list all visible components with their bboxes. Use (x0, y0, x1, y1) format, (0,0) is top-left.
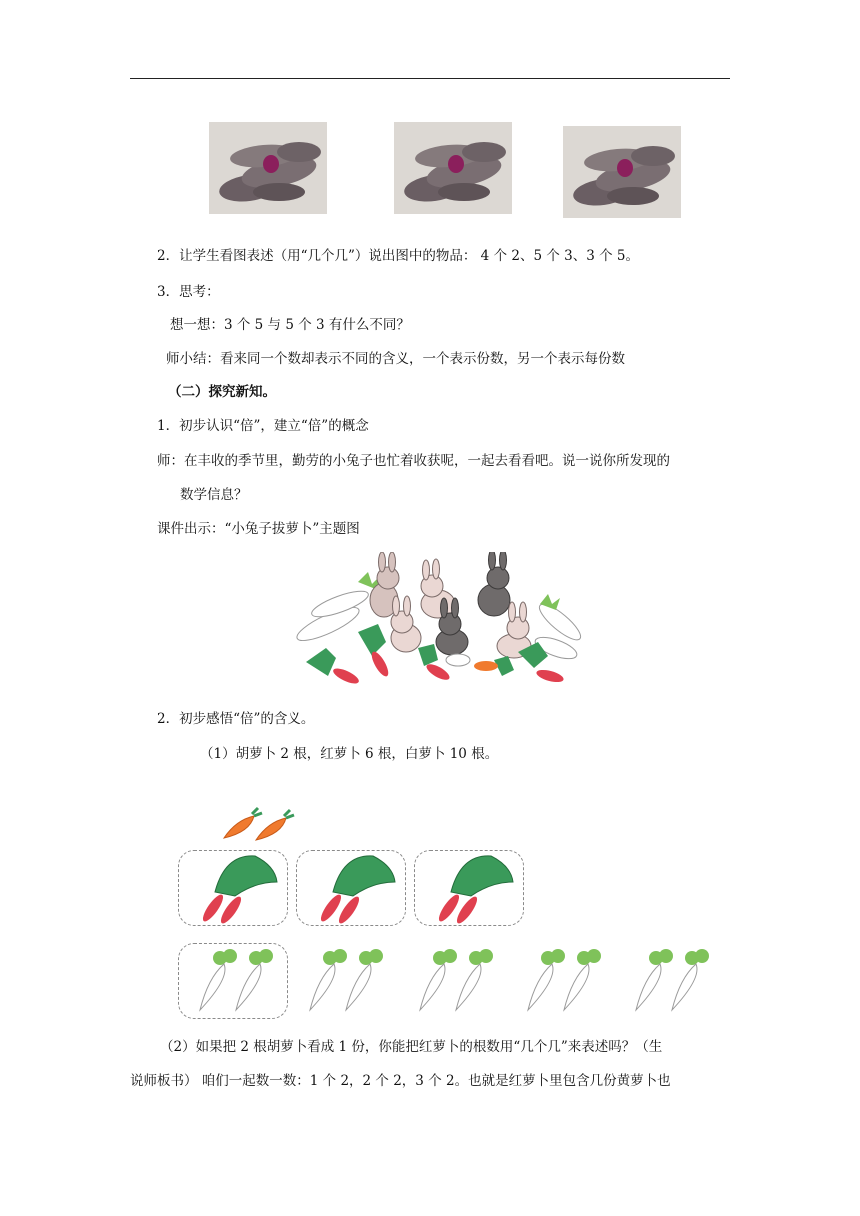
paragraph-step-2: 2．让学生看图表述（用“几个几”）说出图中的物品： 4 个 2、5 个 3、3 个 5。 (157, 248, 639, 264)
carrot-icon (224, 808, 262, 838)
sub-question-2-line-2: 说师板书） 咱们一起数一数：1 个 2，2 个 2，3 个 2。也就是红萝卜里包含几份黄萝卜也 (130, 1073, 671, 1089)
rabbit-icon (391, 596, 421, 652)
sub-question-2-line-1: （2）如果把 2 根胡萝卜看成 1 份，你能把红萝卜的根数用“几个几”来表述吗？（生 (160, 1039, 663, 1055)
white-radish-pair-5 (626, 948, 716, 1018)
red-radish-pair-1 (195, 852, 285, 928)
white-radish-pair-2 (300, 948, 390, 1018)
red-radish-pair-2 (313, 852, 403, 928)
courseware-caption: 课件出示：“小兔子拔萝卜”主题图 (157, 521, 360, 537)
paragraph-step-1: 1．初步认识“倍”，建立“倍”的概念 (157, 418, 369, 434)
sweet-potato-photo-1 (209, 122, 327, 214)
sub-question-1: （1）胡萝卜 2 根，红萝卜 6 根，白萝卜 10 根。 (200, 746, 499, 762)
carrot-icon (474, 661, 498, 671)
white-radish-pair-4 (518, 948, 608, 1018)
carrot-group (220, 806, 300, 846)
sweet-potato-photo-3 (563, 126, 681, 218)
think-question: 想一想：3 个 5 与 5 个 3 有什么不同？ (170, 317, 410, 333)
rabbit-carrot-scene (288, 552, 588, 702)
rabbit-icon (436, 598, 468, 655)
teacher-prompt-line-1: 师：在丰收的季节里，勤劳的小兔子也忙着收获呢，一起去看看吧。说一说你所发现的 (157, 453, 670, 469)
red-radish-pair-3 (431, 852, 521, 928)
paragraph-step-3: 3．思考： (157, 284, 220, 300)
white-radish-pair-3 (410, 948, 500, 1018)
section-heading: （二）探究新知。 (168, 384, 276, 400)
teacher-prompt-line-2: 数学信息？ (180, 487, 248, 503)
teacher-summary: 师小结：看来同一个数却表示不同的含义，一个表示份数，另一个表示每份数 (166, 351, 625, 367)
sweet-potato-photo-2 (394, 122, 512, 214)
white-radish-pair-1 (190, 948, 280, 1018)
rabbit-icon (421, 559, 455, 618)
rabbit-icon (478, 552, 510, 616)
paragraph-step-2b: 2．初步感悟“倍”的含义。 (157, 711, 315, 727)
white-radish-icon (446, 654, 470, 666)
header-rule (130, 78, 730, 79)
